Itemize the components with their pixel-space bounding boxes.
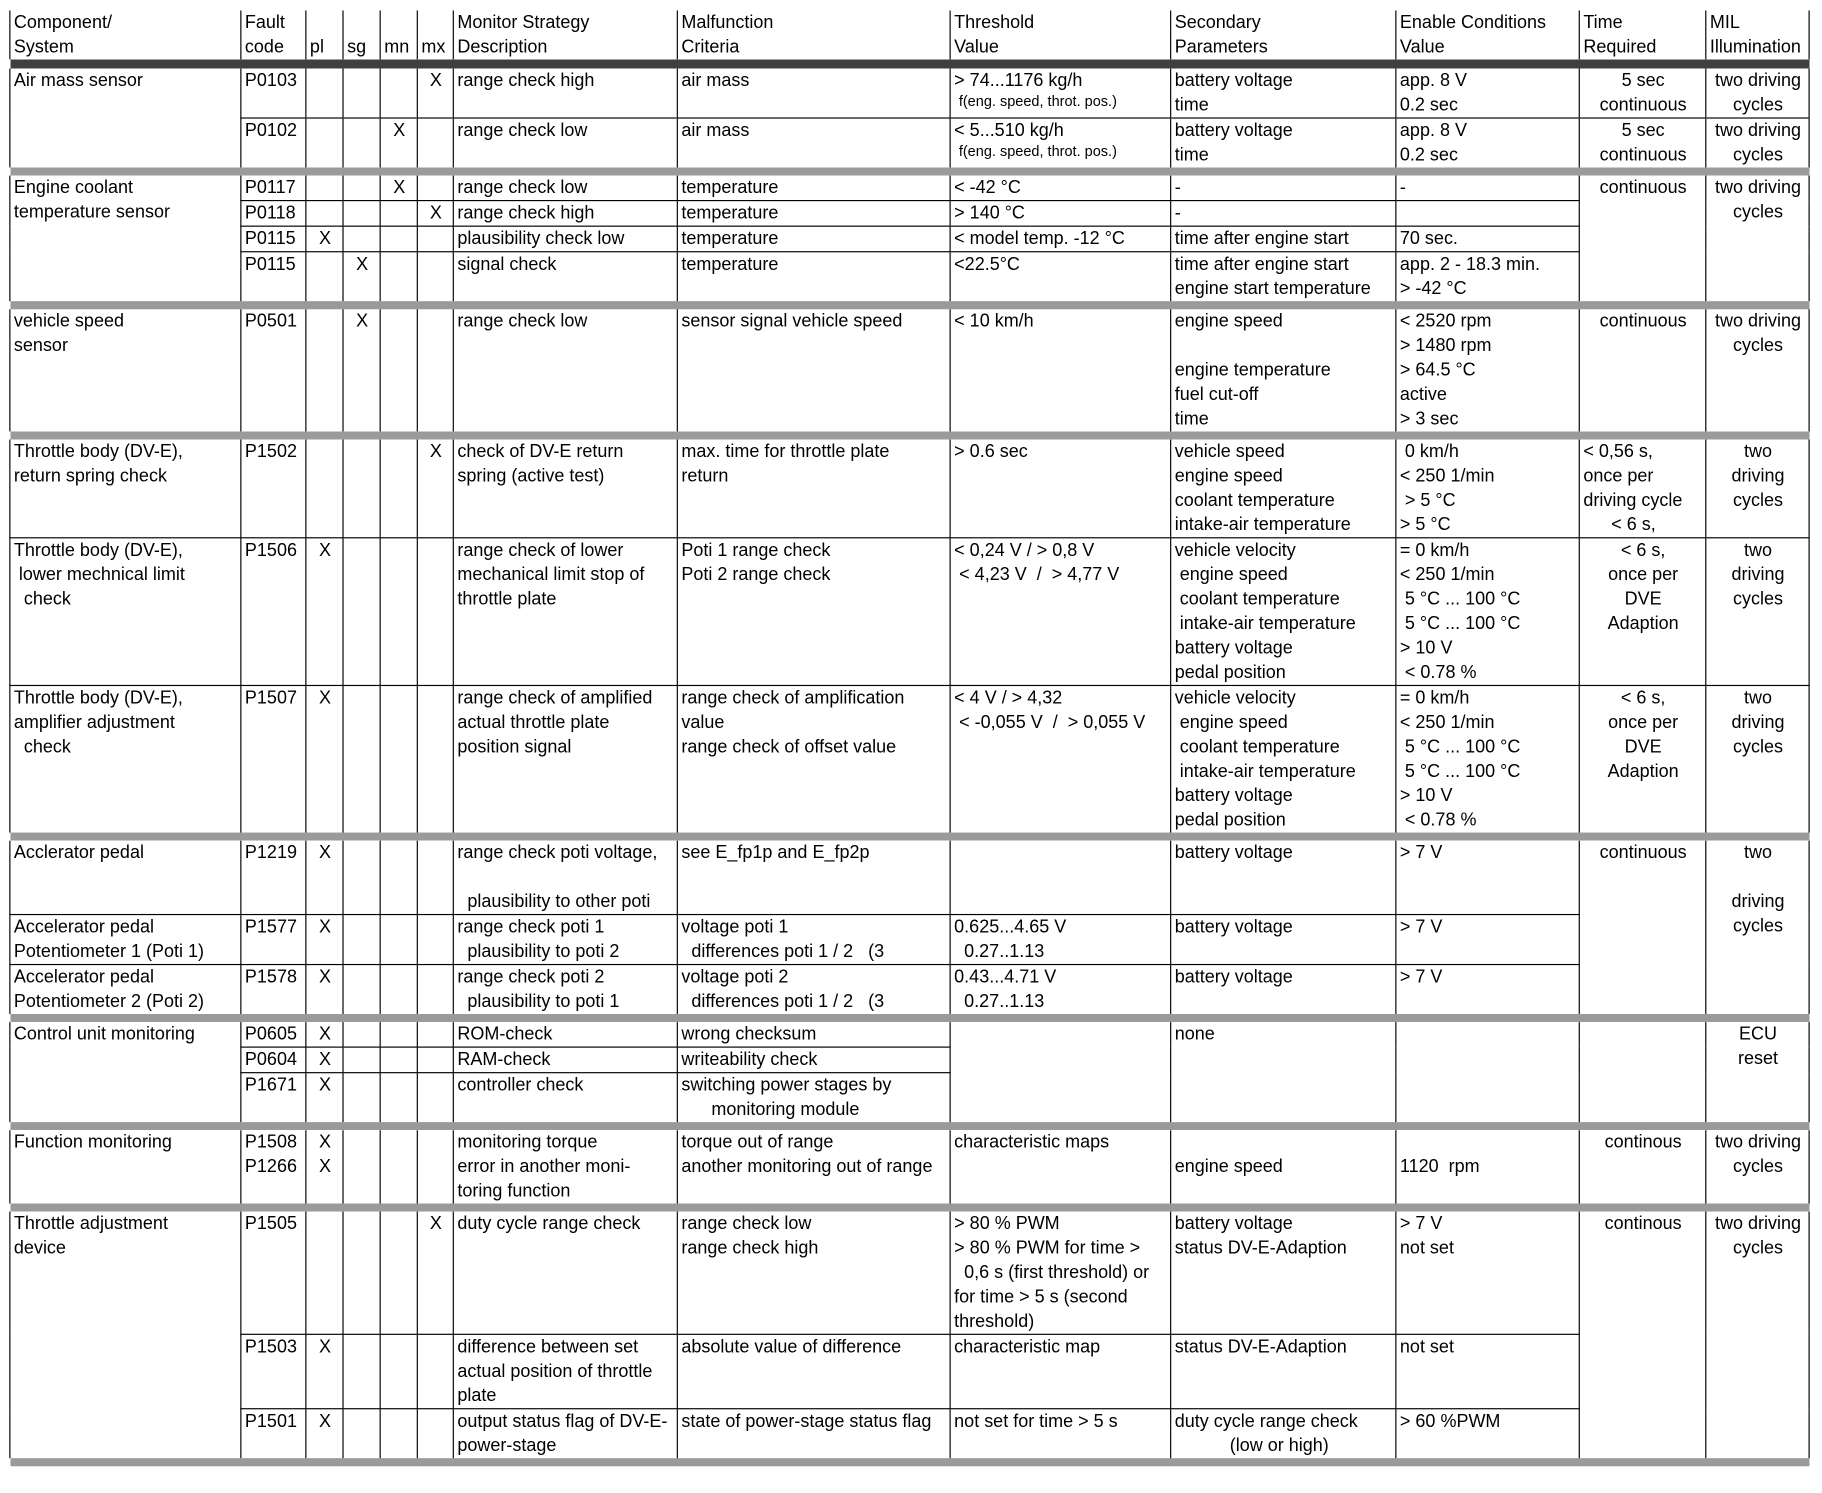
strategy-cell: RAM-check xyxy=(453,1047,677,1073)
criteria-cell: wrong checksum xyxy=(677,1022,950,1047)
table-row xyxy=(10,226,1809,252)
header-fault-code-l2: code xyxy=(244,37,284,57)
enable-cell: app. 2 - 18.3 min. > -42 °C xyxy=(1396,252,1579,301)
header-strategy: Monitor Strategy Description xyxy=(453,10,677,59)
pl-mark: X xyxy=(306,1409,343,1458)
fault-code-cell: P0103 xyxy=(241,69,306,118)
header-threshold: Threshold Value xyxy=(950,10,1171,59)
strategy-cell: range check low xyxy=(453,176,677,201)
strategy-cell: range check poti voltage, plausibility to other poti xyxy=(453,841,677,915)
header-fault-code-l1: Fault xyxy=(244,12,285,33)
fault-code-cell: P1505 xyxy=(241,1212,306,1335)
mil-cell: two driving cycles xyxy=(1706,538,1809,686)
threshold-cell: > 0.6 sec xyxy=(950,440,1171,538)
fault-code-cell: P1577 xyxy=(241,915,306,965)
secondary-cell: battery voltage xyxy=(1171,915,1396,965)
header-pl-label: pl xyxy=(309,37,324,57)
header-secondary: Secondary Parameters xyxy=(1171,10,1396,59)
mil-cell: two driving cycles xyxy=(1706,685,1809,832)
component-cell: Throttle body (DV-E), amplifier adjustment check xyxy=(10,685,241,832)
table-row xyxy=(10,1022,1809,1047)
secondary-cell: battery voltage xyxy=(1171,965,1396,1014)
header-fault-code xyxy=(241,10,306,59)
threshold-cell: not set for time > 5 s xyxy=(950,1409,1171,1458)
header-mn xyxy=(380,10,417,59)
mx-mark: X xyxy=(417,440,453,538)
secondary-cell: - xyxy=(1171,176,1396,201)
mil-cell: two driving cycles xyxy=(1706,440,1809,538)
section-separator xyxy=(10,1458,1809,1466)
header-time: Time Required xyxy=(1579,10,1706,59)
fault-code-cell: P1507 xyxy=(241,685,306,832)
table-row xyxy=(10,69,1809,118)
threshold-cell: < model temp. -12 °C xyxy=(950,226,1171,252)
mil-cell: two driving cycles xyxy=(1706,309,1809,431)
mil-cell: two driving cycles xyxy=(1706,1130,1809,1203)
table-row xyxy=(10,915,1809,965)
header-mil: MIL Illumination xyxy=(1706,10,1809,59)
criteria-cell: switching power stages by monitoring module xyxy=(677,1073,950,1122)
fault-code-cell: P0605 xyxy=(241,1022,306,1047)
criteria-cell: range check low range check high xyxy=(677,1212,950,1335)
threshold-cell: characteristic maps xyxy=(950,1130,1171,1203)
strategy-cell: range check high xyxy=(453,69,677,118)
secondary-cell: vehicle velocity engine speed coolant temperature intake-air temperature battery voltage pedal position xyxy=(1171,538,1396,686)
enable-cell: 1120 rpm xyxy=(1396,1130,1579,1203)
enable-cell: > 7 V not set xyxy=(1396,1212,1579,1335)
pl-mark: X xyxy=(306,685,343,832)
strategy-cell: range check low xyxy=(453,309,677,431)
header-mx-label: mx xyxy=(421,37,446,57)
criteria-cell: max. time for throttle plate return xyxy=(677,440,950,538)
section-separator xyxy=(10,167,1809,175)
header-component-l2: System xyxy=(13,37,74,57)
time-cell: continuous xyxy=(1579,176,1706,302)
threshold-cell: > 74...1176 kg/h f(eng. speed, throt. pos.) xyxy=(950,69,1171,118)
strategy-cell: range check high xyxy=(453,201,677,227)
time-cell: 5 sec continuous xyxy=(1579,69,1706,118)
component-cell: Acclerator pedal xyxy=(10,841,241,915)
strategy-cell: range check low xyxy=(453,118,677,167)
time-cell: 5 sec continuous xyxy=(1579,118,1706,167)
section-separator xyxy=(10,301,1809,309)
component-cell: Throttle adjustment device xyxy=(10,1212,241,1459)
component-cell: Air mass sensor xyxy=(10,69,241,168)
secondary-cell: time after engine start xyxy=(1171,226,1396,252)
strategy-cell: monitoring torque error in another moni- toring function xyxy=(453,1130,677,1203)
strategy-cell: range check of lower mechanical limit stop of throttle plate xyxy=(453,538,677,686)
time-cell: continous xyxy=(1579,1212,1706,1459)
header-row xyxy=(10,10,1809,59)
enable-cell: app. 8 V 0.2 sec xyxy=(1396,118,1579,167)
secondary-cell: battery voltage time xyxy=(1171,69,1396,118)
mn-mark: X xyxy=(380,176,417,201)
criteria-cell: temperature xyxy=(677,201,950,227)
table-row xyxy=(10,1212,1809,1335)
pl-mark: X xyxy=(306,1073,343,1122)
threshold-cell: characteristic map xyxy=(950,1334,1171,1408)
table-row xyxy=(10,201,1809,227)
secondary-cell: battery voltage xyxy=(1171,841,1396,915)
strategy-cell: duty cycle range check xyxy=(453,1212,677,1335)
strategy-cell: ROM-check xyxy=(453,1022,677,1047)
table-row xyxy=(10,440,1809,538)
pl-mark: X xyxy=(306,841,343,915)
mil-cell: ECU reset xyxy=(1706,1022,1809,1122)
header-component-l1: Component/ xyxy=(13,12,112,33)
criteria-cell: air mass xyxy=(677,69,950,118)
fault-code-cell: P0102 xyxy=(241,118,306,167)
mx-mark: X xyxy=(417,201,453,227)
threshold-cell: < 0,24 V / > 0,8 V < 4,23 V / > 4,77 V xyxy=(950,538,1171,686)
enable-cell: > 60 %PWM xyxy=(1396,1409,1579,1458)
component-cell: Throttle body (DV-E), lower mechnical limit check xyxy=(10,538,241,686)
header-component xyxy=(10,10,241,59)
component-cell: Function monitoring xyxy=(10,1130,241,1203)
component-cell: Accelerator pedal Potentiometer 1 (Poti 1) xyxy=(10,915,241,965)
pl-mark: X xyxy=(306,538,343,686)
threshold-cell: < -42 °C xyxy=(950,176,1171,201)
section-separator xyxy=(10,1014,1809,1022)
header-pl xyxy=(306,10,343,59)
fault-code-cell: P1219 xyxy=(241,841,306,915)
secondary-cell: - xyxy=(1171,201,1396,227)
header-separator xyxy=(10,59,1809,68)
enable-cell: 70 sec. xyxy=(1396,226,1579,252)
header-sg xyxy=(343,10,380,59)
mil-cell: two driving cycles xyxy=(1706,1212,1809,1459)
strategy-cell: controller check xyxy=(453,1073,677,1122)
strategy-cell: check of DV-E return spring (active test) xyxy=(453,440,677,538)
secondary-cell: battery voltage time xyxy=(1171,118,1396,167)
strategy-cell: output status flag of DV-E- power-stage xyxy=(453,1409,677,1458)
sg-mark: X xyxy=(343,252,380,301)
criteria-cell: torque out of range another monitoring out of range xyxy=(677,1130,950,1203)
table-row xyxy=(10,1130,1809,1203)
secondary-cell: time after engine start engine start temperature xyxy=(1171,252,1396,301)
strategy-cell: difference between set actual position of throttle plate xyxy=(453,1334,677,1408)
component-cell: Engine coolant temperature sensor xyxy=(10,176,241,302)
table-row xyxy=(10,965,1809,1014)
mil-cell: two driving cycles xyxy=(1706,69,1809,118)
pl-mark: X xyxy=(306,965,343,1014)
mn-mark: X xyxy=(380,118,417,167)
threshold-cell: < 10 km/h xyxy=(950,309,1171,431)
fault-code-cell: P1578 xyxy=(241,965,306,1014)
criteria-cell: air mass xyxy=(677,118,950,167)
enable-cell xyxy=(1396,201,1579,227)
fault-code-cell: P1506 xyxy=(241,538,306,686)
component-cell: Throttle body (DV-E), return spring check xyxy=(10,440,241,538)
header-mn-label: mn xyxy=(384,37,410,57)
criteria-cell: Poti 1 range check Poti 2 range check xyxy=(677,538,950,686)
enable-cell: < 2520 rpm > 1480 rpm > 64.5 °C active > 3 sec xyxy=(1396,309,1579,431)
section-separator xyxy=(10,833,1809,841)
section-separator xyxy=(10,1203,1809,1211)
time-cell: continuous xyxy=(1579,841,1706,1014)
fault-code-cell: P0115 xyxy=(241,226,306,252)
pl-mark: X X xyxy=(306,1130,343,1203)
threshold-cell: 0.625...4.65 V 0.27..1.13 xyxy=(950,915,1171,965)
header-mx xyxy=(417,10,453,59)
fault-code-cell: P1502 xyxy=(241,440,306,538)
enable-cell: app. 8 V 0.2 sec xyxy=(1396,69,1579,118)
mil-cell: two driving cycles xyxy=(1706,176,1809,302)
secondary-cell: engine speed xyxy=(1171,1130,1396,1203)
mx-mark: X xyxy=(417,1212,453,1335)
diagnostic-table xyxy=(9,10,1809,1466)
threshold-cell: < 4 V / > 4,32 < -0,055 V / > 0,055 V xyxy=(950,685,1171,832)
enable-cell: > 7 V xyxy=(1396,965,1579,1014)
section-separator xyxy=(10,431,1809,439)
sg-mark: X xyxy=(343,309,380,431)
secondary-cell: status DV-E-Adaption xyxy=(1171,1334,1396,1408)
mil-cell: two driving cycles xyxy=(1706,118,1809,167)
time-cell: continuous xyxy=(1579,309,1706,431)
table-row xyxy=(10,538,1809,686)
threshold-cell: > 80 % PWM > 80 % PWM for time > 0,6 s (first threshold) or for time > 5 s (second threshold) xyxy=(950,1212,1171,1335)
enable-cell: - xyxy=(1396,176,1579,201)
fault-code-cell: P1671 xyxy=(241,1073,306,1122)
fault-code-cell: P1503 xyxy=(241,1334,306,1408)
header-enable: Enable Conditions Value xyxy=(1396,10,1579,59)
fault-code-cell: P0604 xyxy=(241,1047,306,1073)
enable-cell: = 0 km/h < 250 1/min 5 °C ... 100 °C 5 °C ... 100 °C > 10 V < 0.78 % xyxy=(1396,685,1579,832)
threshold-cell: < 5...510 kg/h f(eng. speed, throt. pos.) xyxy=(950,118,1171,167)
table-row xyxy=(10,118,1809,167)
enable-cell: 0 km/h < 250 1/min > 5 °C > 5 °C xyxy=(1396,440,1579,538)
criteria-cell: see E_fp1p and E_fp2p xyxy=(677,841,950,915)
strategy-cell: range check poti 1 plausibility to poti 2 xyxy=(453,915,677,965)
section-separator xyxy=(10,1122,1809,1130)
threshold-cell: <22.5°C xyxy=(950,252,1171,301)
criteria-cell: voltage poti 2 differences poti 1 / 2 (3 xyxy=(677,965,950,1014)
table-row xyxy=(10,309,1809,431)
component-cell: Accelerator pedal Potentiometer 2 (Poti 2) xyxy=(10,965,241,1014)
fault-code-cell: P0501 xyxy=(241,309,306,431)
criteria-cell: temperature xyxy=(677,226,950,252)
enable-cell: = 0 km/h < 250 1/min 5 °C ... 100 °C 5 °C ... 100 °C > 10 V < 0.78 % xyxy=(1396,538,1579,686)
fault-code-cell: P0115 xyxy=(241,252,306,301)
header-malfunction: Malfunction Criteria xyxy=(677,10,950,59)
fault-code-cell: P1508 P1266 xyxy=(241,1130,306,1203)
criteria-cell: range check of amplification value range check of offset value xyxy=(677,685,950,832)
table-row xyxy=(10,841,1809,915)
component-cell: Control unit monitoring xyxy=(10,1022,241,1122)
table-row xyxy=(10,1334,1809,1408)
strategy-cell: range check of amplified actual throttle plate position signal xyxy=(453,685,677,832)
time-cell: < 0,56 s, once per driving cycle < 6 s, xyxy=(1579,440,1706,538)
strategy-cell: signal check xyxy=(453,252,677,301)
criteria-cell: state of power-stage status flag xyxy=(677,1409,950,1458)
enable-cell: > 7 V xyxy=(1396,915,1579,965)
strategy-cell: range check poti 2 plausibility to poti 1 xyxy=(453,965,677,1014)
secondary-cell: duty cycle range check (low or high) xyxy=(1171,1409,1396,1458)
header-sg-label: sg xyxy=(347,37,367,57)
secondary-cell: engine speed engine temperature fuel cut-off time xyxy=(1171,309,1396,431)
secondary-cell: vehicle speed engine speed coolant temperature intake-air temperature xyxy=(1171,440,1396,538)
fault-code-cell: P1501 xyxy=(241,1409,306,1458)
strategy-cell: plausibility check low xyxy=(453,226,677,252)
mx-mark: X xyxy=(417,69,453,118)
pl-mark: X xyxy=(306,226,343,252)
time-cell: < 6 s, once per DVE Adaption xyxy=(1579,685,1706,832)
table-row xyxy=(10,176,1809,201)
criteria-cell: temperature xyxy=(677,176,950,201)
secondary-cell: battery voltage status DV-E-Adaption xyxy=(1171,1212,1396,1335)
pl-mark: X xyxy=(306,1334,343,1408)
table-row xyxy=(10,252,1809,301)
secondary-cell: vehicle velocity engine speed coolant temperature intake-air temperature battery voltage pedal position xyxy=(1171,685,1396,832)
time-cell: continous xyxy=(1579,1130,1706,1203)
table-row xyxy=(10,685,1809,832)
criteria-cell: writeability check xyxy=(677,1047,950,1073)
criteria-cell: temperature xyxy=(677,252,950,301)
pl-mark: X xyxy=(306,915,343,965)
threshold-cell: > 140 °C xyxy=(950,201,1171,227)
pl-mark: X xyxy=(306,1022,343,1047)
criteria-cell: absolute value of difference xyxy=(677,1334,950,1408)
pl-mark: X xyxy=(306,1047,343,1073)
secondary-cell: none xyxy=(1171,1022,1396,1122)
fault-code-cell: P0118 xyxy=(241,201,306,227)
fault-code-cell: P0117 xyxy=(241,176,306,201)
enable-cell: > 7 V xyxy=(1396,841,1579,915)
mil-cell: two driving cycles xyxy=(1706,841,1809,1014)
enable-cell: not set xyxy=(1396,1334,1579,1408)
criteria-cell: sensor signal vehicle speed xyxy=(677,309,950,431)
table-row xyxy=(10,1409,1809,1458)
criteria-cell: voltage poti 1 differences poti 1 / 2 (3 xyxy=(677,915,950,965)
time-cell: < 6 s, once per DVE Adaption xyxy=(1579,538,1706,686)
threshold-cell: 0.43...4.71 V 0.27..1.13 xyxy=(950,965,1171,1014)
component-cell: vehicle speed sensor xyxy=(10,309,241,431)
